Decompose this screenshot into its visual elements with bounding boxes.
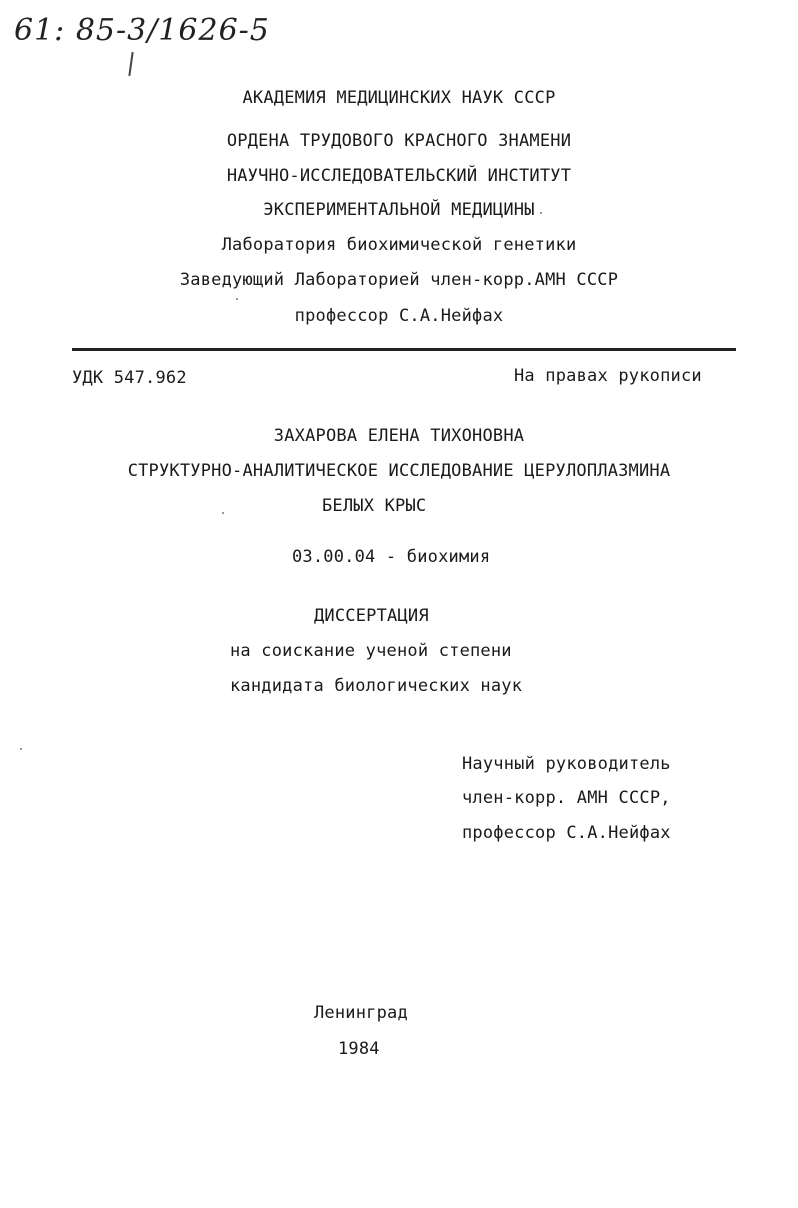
year: 1984 [338,1039,380,1059]
handwritten-stroke [128,52,133,76]
supervisor-label: Научный руководитель [462,754,671,774]
scan-speck [236,298,238,300]
scan-speck [222,512,224,514]
title-line-1: СТРУКТУРНО-АНАЛИТИЧЕСКОЕ ИССЛЕДОВАНИЕ ЦЕРУЛОПЛАЗМИНА [127,461,671,481]
author-name: ЗАХАРОВА ЕЛЕНА ТИХОНОВНА [273,426,525,446]
purpose-line-1: на соискание ученой степени [230,641,512,661]
udc-code: УДК 547.962 [72,368,187,388]
purpose-line-2: кандидата биологических наук [230,676,523,696]
order-line: ОРДЕНА ТРУДОВОГО КРАСНОГО ЗНАМЕНИ [226,131,572,151]
academy-name: АКАДЕМИЯ МЕДИЦИНСКИХ НАУК СССР [242,88,556,108]
scan-speck [20,748,22,750]
manuscript-rights: На правах рукописи [514,366,702,386]
city: Ленинград [314,1003,408,1023]
supervisor-rank: член-корр. АМН СССР, [462,788,671,808]
handwritten-archive-number: 61: 85-3/1626-5 [14,13,270,48]
work-type: ДИССЕРТАЦИЯ [314,606,429,626]
institute-line-1: НАУЧНО-ИССЛЕДОВАТЕЛЬСКИЙ ИНСТИТУТ [226,166,572,186]
specialty-code: 03.00.04 - биохимия [292,547,491,567]
institute-line-2: ЭКСПЕРИМЕНТАЛЬНОЙ МЕДИЦИНЫ [263,200,535,220]
laboratory-head-name: профессор С.А.Нейфах [294,306,504,326]
title-line-2: БЕЛЫХ КРЫС [322,496,427,516]
header-divider [72,348,736,351]
supervisor-name: профессор С.А.Нейфах [462,823,671,843]
laboratory-name: Лаборатория биохимической генетики [221,235,577,255]
scan-speck [540,212,542,214]
laboratory-head: Заведующий Лабораторией член-корр.АМН СССР [179,270,619,290]
